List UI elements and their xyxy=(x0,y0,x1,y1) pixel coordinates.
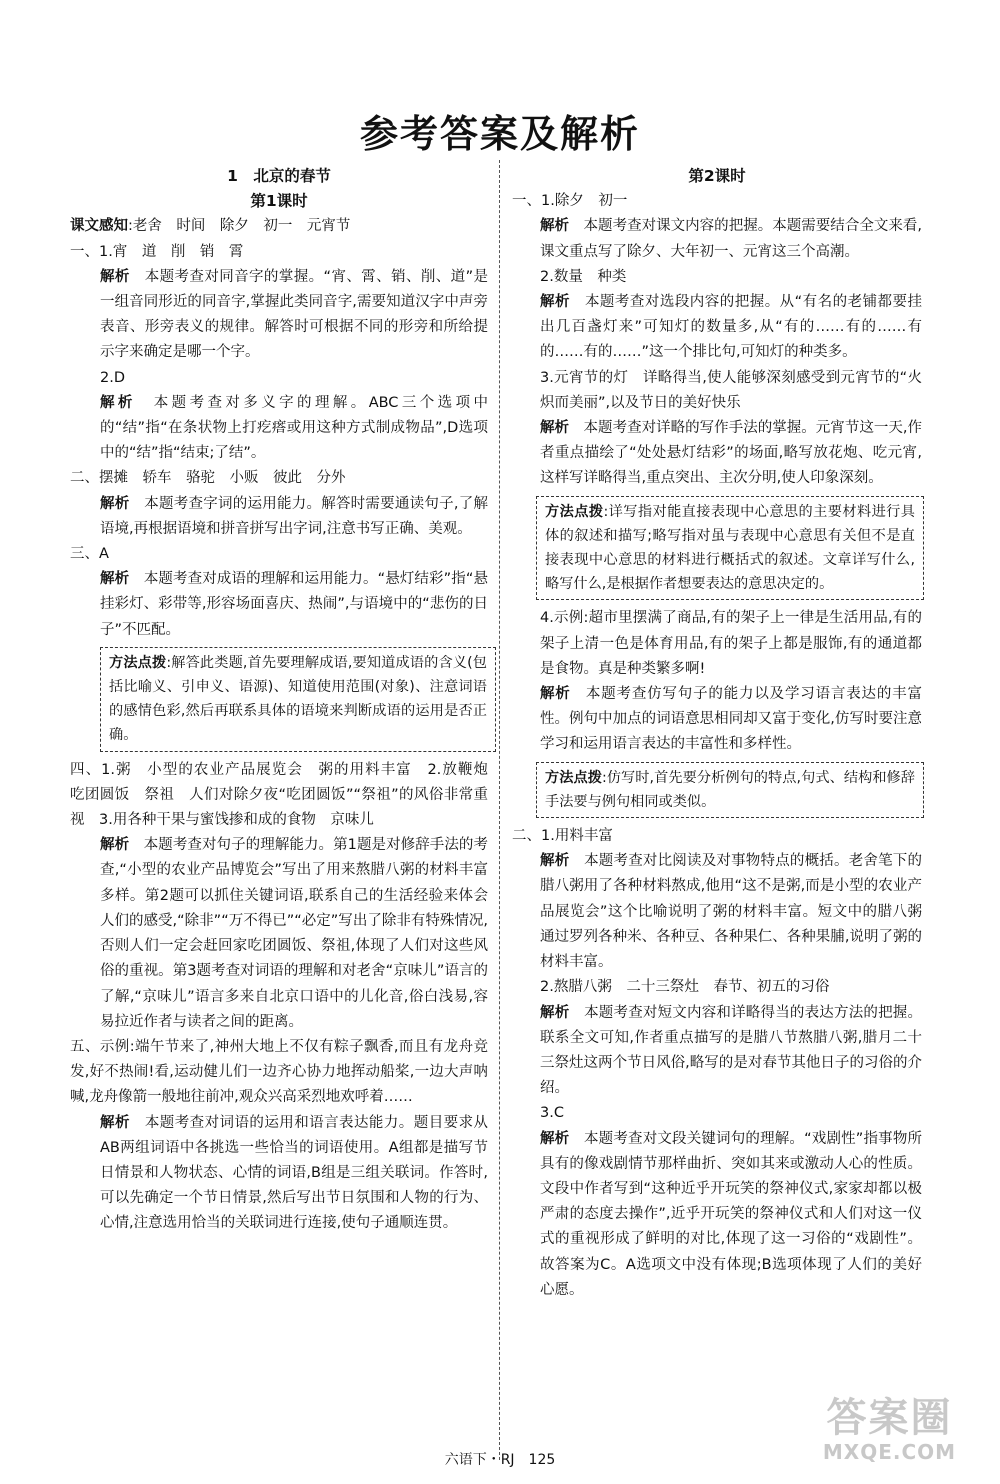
answer-3: 三、A xyxy=(70,546,109,563)
lesson-title: 1 北京的春节 xyxy=(227,167,331,185)
method-tip-box-1 xyxy=(100,647,496,752)
analysis-text: 本题考查对句子的理解能力。第1题是对修辞手法的考查,“小型的农业产品博览会”写出了用来熬腊八粥的材料丰富多样。第2题可以抓住关键词语,联系自己的生活经验来体会人们的感受,“除非”“万不得已”“必定”写出了除非有特殊情况,否则人们一定会赶回家吃团圆饭、祭祖,体现了人们对这些风俗的重视。第3题考查对词语的理解和对老舍“京味儿”语言的了解,“京味儿”语言多来自北京口语中的儿化音,俗白浅易,容易拉近作者与读者之间的距离。 xyxy=(100,837,488,1030)
method-tip-box-2 xyxy=(536,496,924,601)
analysis-label: 解析 xyxy=(100,837,130,854)
analysis-text: 本题考查对比阅读及对事物特点的概括。老舍笔下的腊八粥用了各种材料熬成,他用“这不是粥,而是小型的农业产品展览会”这个比喻说明了粥的材料丰富。短文中的腊八粥通过罗列各种米、各种豆、各种果仁、各种果脯,说明了粥的材料丰富。 xyxy=(540,853,923,971)
kewen-text: :老舍 时间 除夕 初一 元宵节 xyxy=(128,218,351,235)
analysis-1-1 xyxy=(70,265,488,366)
answer-1-1: 一、1.宵 道 削 销 霄 xyxy=(70,243,244,260)
analysis-label: 解析 xyxy=(540,1130,570,1147)
method-tip-text: :详写指对能直接表现中心意思的主要材料进行具体的叙述和描写;略写指对虽与表现中心意思有关但不是直接表现中心意思的材料进行概括式的叙述。文章详写什么,略写什么,是根据作者想要表达的意思决定的。 xyxy=(545,503,915,593)
analysis-label: 解析 xyxy=(540,420,570,437)
analysis-text: 本题考查对多义字的理解。ABC三个选项中的“结”指“在条状物上打疙瘩或用这种方式制成物品”,D选项中的“结”指“结束;了结”。 xyxy=(100,394,488,462)
analysis-label: 解析 xyxy=(540,1004,570,1021)
answer-r1-3: 3.元宵节的灯 详略得当,使人能够深刻感受到元宵节的“火炽而美丽”,以及节日的美好快乐 xyxy=(540,369,922,411)
column-divider xyxy=(499,160,500,1460)
answer-2: 二、摆摊 轿车 骆驼 小贩 彼此 分外 xyxy=(70,470,346,487)
answer-5: 五、示例:端午节来了,神州大地上不仅有粽子飘香,而且有龙舟竞发,好不热闹!看,运动健儿们一边齐心协力地挥动船桨,一边大声呐喊,龙舟像箭一般地往前冲,观众兴高采烈地欢呼着…… xyxy=(70,1038,488,1106)
method-tip-text: :解答此类题,首先要理解成语,要知道成语的含义(包括比喻义、引申义、语源)、知道使用范围(对象)、注意词语的感情色彩,然后再联系具体的语境来判断成语的运用是否正确。 xyxy=(109,654,487,744)
analysis-3 xyxy=(70,567,488,643)
analysis-label: 解析 xyxy=(100,394,136,411)
answer-r1-1: 一、1.除夕 初一 xyxy=(512,193,628,210)
analysis-4 xyxy=(70,833,488,1035)
analysis-5 xyxy=(70,1111,488,1237)
analysis-r1-2 xyxy=(512,290,922,366)
method-tip-label: 方法点拨 xyxy=(545,503,604,520)
analysis-r1-3 xyxy=(512,416,922,492)
watermark-line-2: MXQE.COM xyxy=(822,1440,957,1464)
method-tip-label: 方法点拨 xyxy=(545,769,602,786)
right-column xyxy=(512,164,922,1303)
answer-r2-1: 二、1.用料丰富 xyxy=(512,828,613,845)
left-column xyxy=(70,164,503,1237)
analysis-1-2 xyxy=(70,391,488,467)
analysis-text: 本题考查对详略的写作手法的掌握。元宵节这一天,作者重点描绘了“处处悬灯结彩”的场面,略写放花炮、吃元宵,这样写详略得当,重点突出、主次分明,使人印象深刻。 xyxy=(540,420,922,487)
answer-r1-2: 2.数量 种类 xyxy=(540,268,627,285)
analysis-text: 本题考查对短文内容和详略得当的表达方法的把握。联系全文可知,作者重点描写的是腊八节熬腊八粥,腊月二十三祭灶这两个节日风俗,略写的是对春节其他日子的习俗的介绍。 xyxy=(540,1004,923,1097)
method-tip-box-3 xyxy=(536,762,924,818)
analysis-label: 解析 xyxy=(540,218,570,235)
analysis-label: 解析 xyxy=(540,686,571,703)
analysis-text: 本题考查对词语的运用和语言表达能力。题目要求从AB两组词语中各挑选一些恰当的词语使用。A组都是描写节日情景和人物状态、心情的词语,B组是三组关联词。作答时,可以先确定一个节日情景,然后写出节日氛围和人物的行为、心情,注意选用恰当的关联词进行连接,使句子通顺连贯。 xyxy=(100,1114,489,1232)
answer-1-2: 2.D xyxy=(100,369,125,386)
analysis-r2-1 xyxy=(512,849,922,975)
analysis-r1-4 xyxy=(512,682,922,758)
analysis-text: 本题考查对成语的理解和运用能力。“悬灯结彩”指“悬挂彩灯、彩带等,形容场面喜庆、热闹”,与语境中的“悲伤的日子”不匹配。 xyxy=(100,571,488,638)
analysis-r2-2 xyxy=(512,1001,922,1102)
page-footer: 六语下・RJ 125 xyxy=(444,1452,556,1468)
analysis-label: 解析 xyxy=(540,853,570,870)
kewen-label: 课文感知 xyxy=(70,218,128,235)
answer-r1-4: 4.示例:超市里摆满了商品,有的架子上一律是生活用品,有的架子上清一色是体育用品,有的架子上都是服饰,有的通道都是食物。真是种类繁多啊! xyxy=(540,610,922,677)
analysis-text: 本题考查对同音字的掌握。“宵、霄、销、削、道”是一组音同形近的同音字,掌握此类同音字,需要知道汉字中声旁表音、形旁表义的规律。解答时可根据不同的形旁和所给提示字来确定是哪一个字。 xyxy=(100,268,488,361)
analysis-r1-1 xyxy=(512,214,922,264)
answer-4: 四、1.粥 小型的农业产品展览会 粥的用料丰富 2.放鞭炮 吃团圆饭 祭祖 人们对除夕夜“吃团圆饭”“祭祖”的风俗非常重视 3.用各种干果与蜜饯掺和成的食物 京味儿 xyxy=(70,761,503,829)
analysis-label: 解析 xyxy=(540,294,570,311)
analysis-text: 本题考查对文段关键词句的理解。“戏剧性”指事物所具有的像戏剧情节那样曲折、突如其来或激动人心的性质。文段中作者写到“这种近乎开玩笑的祭神仪式,家家却都以极严肃的态度去操作”,近乎开玩笑的祭神仪式和人们对这一仪式的重视形成了鲜明的对比,体现了这一习俗的“戏剧性”。故答案为C。A选项文中没有体现;B选项体现了人们的美好心愿。 xyxy=(540,1130,922,1298)
kewen-ganzhi xyxy=(70,214,488,239)
period-title-2: 第2课时 xyxy=(688,167,746,185)
page-title: 参考答案及解析 xyxy=(359,112,640,156)
watermark-logo xyxy=(797,1396,982,1468)
analysis-label: 解析 xyxy=(100,1114,130,1131)
answer-r2-3: 3.C xyxy=(540,1105,564,1122)
analysis-label: 解析 xyxy=(100,571,130,588)
period-title-1: 第1课时 xyxy=(250,192,308,211)
answer-r2-2: 2.熬腊八粥 二十三祭灶 春节、初五的习俗 xyxy=(540,979,830,996)
analysis-2 xyxy=(70,492,488,542)
analysis-label: 解析 xyxy=(100,268,130,285)
method-tip-text: :仿写时,首先要分析例句的特点,句式、结构和修辞手法要与例句相同或类似。 xyxy=(545,769,915,810)
analysis-r2-3 xyxy=(512,1127,922,1303)
analysis-text: 本题考查仿写句子的能力以及学习语言表达的丰富性。例句中加点的词语意思相同却又富于变化,仿写时要注意学习和运用语言表达的丰富性和多样性。 xyxy=(540,686,922,753)
analysis-label: 解析 xyxy=(100,495,130,512)
method-tip-label: 方法点拨 xyxy=(109,654,167,671)
analysis-text: 本题考查对课文内容的把握。本题需要结合全文来看,课文重点写了除夕、大年初一、元宵这三个高潮。 xyxy=(540,218,922,260)
watermark-line-1: 答案圈 xyxy=(826,1395,953,1441)
analysis-text: 本题考查对选段内容的把握。从“有名的老铺都要挂出几百盏灯来”可知灯的数量多,从“有的……有的……有的……有的……”这一个排比句,可知灯的种类多。 xyxy=(540,294,923,361)
analysis-text: 本题考查字词的运用能力。解答时需要通读句子,了解语境,再根据语境和拼音拼写出字词,注意书写正确、美观。 xyxy=(100,495,489,537)
